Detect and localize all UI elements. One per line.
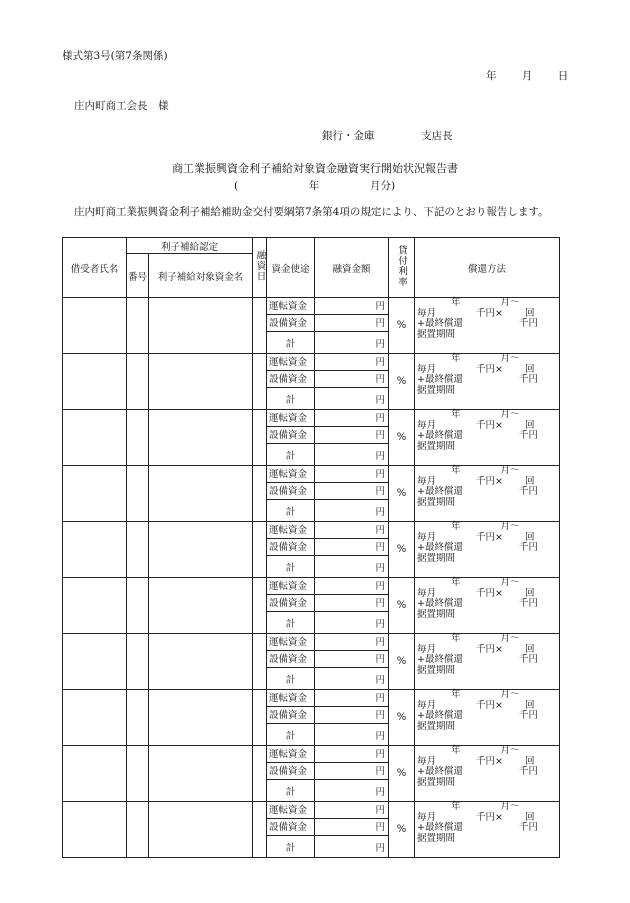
- repayment-final-thousand: 千円: [518, 486, 538, 497]
- repayment-year: 年: [451, 633, 461, 644]
- number-cell[interactable]: [127, 410, 149, 466]
- repayment-year: 年: [451, 297, 461, 308]
- amount-equipment-cell[interactable]: 円: [315, 707, 389, 724]
- repayment-thousand: 千円×: [476, 811, 503, 823]
- fund-name-cell[interactable]: [149, 522, 253, 578]
- borrower-cell[interactable]: [63, 522, 127, 578]
- repayment-month: 月～: [500, 745, 520, 756]
- repayment-year: 年: [451, 353, 461, 364]
- use-operating: 運転資金: [267, 690, 315, 707]
- repayment-cell[interactable]: [415, 578, 560, 634]
- repayment-line-4: [417, 778, 559, 789]
- rate-cell[interactable]: %: [389, 746, 415, 802]
- borrower-cell[interactable]: [63, 578, 127, 634]
- repayment-cell[interactable]: [415, 746, 560, 802]
- period-open: (: [234, 180, 239, 192]
- repayment-year: 年: [451, 745, 461, 756]
- repayment-times: 回: [524, 811, 535, 823]
- col-amount: 融資金額: [315, 238, 389, 298]
- repayment-line-4: [417, 386, 559, 397]
- amount-total-cell[interactable]: 円: [315, 836, 389, 858]
- repayment-year: 年: [451, 689, 461, 700]
- repayment-thousand: 千円×: [476, 475, 503, 487]
- period-line: [234, 178, 395, 193]
- col-loan-date: [253, 238, 267, 298]
- loan-date-cell[interactable]: [253, 298, 267, 354]
- amount-operating-cell[interactable]: 円: [315, 578, 389, 595]
- repayment-final: +最終償還: [417, 374, 463, 385]
- fund-name-cell[interactable]: [149, 410, 253, 466]
- repayment-final: +最終償還: [417, 766, 463, 777]
- repayment-final: +最終償還: [417, 710, 463, 721]
- amount-operating-cell[interactable]: 円: [315, 410, 389, 427]
- rate-cell[interactable]: %: [389, 690, 415, 746]
- rate-cell[interactable]: %: [389, 354, 415, 410]
- repayment-times: 回: [524, 587, 535, 599]
- fund-name-cell[interactable]: [149, 578, 253, 634]
- col-repayment: 償還方法: [415, 238, 560, 298]
- borrower-cell[interactable]: [63, 466, 127, 522]
- use-operating: 運転資金: [267, 746, 315, 763]
- repayment-year: 年: [451, 409, 461, 420]
- repayment-month: 月～: [500, 633, 520, 644]
- fund-name-cell[interactable]: [149, 802, 253, 858]
- repayment-year: 年: [451, 801, 461, 812]
- number-cell[interactable]: [127, 522, 149, 578]
- use-total: 計: [267, 388, 315, 410]
- repayment-thousand: 千円×: [476, 587, 503, 599]
- number-cell[interactable]: [127, 578, 149, 634]
- loan-date-cell[interactable]: [253, 578, 267, 634]
- table-row: [63, 298, 560, 315]
- repayment-line-4: [417, 722, 559, 733]
- use-total: 計: [267, 612, 315, 634]
- use-total: 計: [267, 724, 315, 746]
- repayment-cell[interactable]: [415, 802, 560, 858]
- addressee: 庄内町商工会長 様: [74, 100, 169, 112]
- rate-cell[interactable]: %: [389, 634, 415, 690]
- col-loan-date-label: 融資日: [254, 250, 266, 282]
- amount-equipment-cell[interactable]: 円: [315, 483, 389, 500]
- col-borrower: 借受者氏名: [63, 238, 127, 298]
- table-row: [63, 634, 560, 651]
- use-equipment: 設備資金: [267, 763, 315, 780]
- report-table: [62, 237, 560, 858]
- repayment-monthly: 毎月: [417, 419, 437, 431]
- use-equipment: 設備資金: [267, 707, 315, 724]
- repayment-thousand: 千円×: [476, 419, 503, 431]
- table-row: [63, 354, 560, 371]
- repayment-final-thousand: 千円: [518, 766, 538, 777]
- repayment-times: 回: [524, 643, 535, 655]
- borrower-cell[interactable]: [63, 298, 127, 354]
- form-number: 様式第3号(第7条関係): [62, 50, 168, 62]
- repayment-final-thousand: 千円: [518, 374, 538, 385]
- amount-total-cell[interactable]: 円: [315, 612, 389, 634]
- repayment-final: +最終償還: [417, 430, 463, 441]
- col-rate-label: 貸付利率: [396, 245, 407, 287]
- repayment-grace: 据置期間: [417, 664, 456, 676]
- repayment-grace: 据置期間: [417, 440, 456, 452]
- repayment-final-thousand: 千円: [518, 822, 538, 833]
- amount-total-cell[interactable]: 円: [315, 500, 389, 522]
- period-month: 月分): [369, 180, 396, 192]
- use-total: 計: [267, 556, 315, 578]
- repayment-monthly: 毎月: [417, 475, 437, 487]
- repayment-grace: 据置期間: [417, 384, 456, 396]
- number-cell[interactable]: [127, 298, 149, 354]
- number-cell[interactable]: [127, 746, 149, 802]
- amount-equipment-cell[interactable]: 円: [315, 595, 389, 612]
- date-line: [486, 68, 568, 83]
- fund-name-cell[interactable]: [149, 634, 253, 690]
- loan-date-cell[interactable]: [253, 354, 267, 410]
- bank-label: 銀行・金庫: [322, 130, 375, 142]
- col-subsidy-group: 利子補給認定: [127, 238, 253, 254]
- repayment-monthly: 毎月: [417, 643, 437, 655]
- amount-equipment-cell[interactable]: 円: [315, 539, 389, 556]
- table-row: [63, 522, 560, 539]
- amount-operating-cell[interactable]: 円: [315, 354, 389, 371]
- repayment-line-4: [417, 330, 559, 341]
- body-text: 庄内町商工業振興資金利子補給補助金交付要綱第7条第4項の規定により、下記のとおり報告します。: [74, 206, 549, 218]
- amount-operating-cell[interactable]: 円: [315, 802, 389, 819]
- fund-name-cell[interactable]: [149, 354, 253, 410]
- table-row: [63, 466, 560, 483]
- repayment-thousand: 千円×: [476, 363, 503, 375]
- amount-operating-cell[interactable]: 円: [315, 746, 389, 763]
- repayment-thousand: 千円×: [476, 643, 503, 655]
- repayment-thousand: 千円×: [476, 531, 503, 543]
- fund-name-cell[interactable]: [149, 690, 253, 746]
- fund-name-cell[interactable]: [149, 746, 253, 802]
- repayment-grace: 据置期間: [417, 720, 456, 732]
- use-operating: 運転資金: [267, 578, 315, 595]
- repayment-times: 回: [524, 755, 535, 767]
- use-operating: 運転資金: [267, 634, 315, 651]
- table-row: [63, 802, 560, 819]
- use-equipment: 設備資金: [267, 819, 315, 836]
- use-operating: 運転資金: [267, 802, 315, 819]
- period-year: 年: [308, 180, 320, 192]
- borrower-cell[interactable]: [63, 634, 127, 690]
- repayment-month: 月～: [500, 689, 520, 700]
- table-row: [63, 578, 560, 595]
- amount-equipment-cell[interactable]: 円: [315, 819, 389, 836]
- number-cell[interactable]: [127, 466, 149, 522]
- repayment-final: +最終償還: [417, 654, 463, 665]
- repayment-cell[interactable]: [415, 298, 560, 354]
- repayment-monthly: 毎月: [417, 531, 437, 543]
- use-operating: 運転資金: [267, 410, 315, 427]
- loan-date-cell[interactable]: [253, 746, 267, 802]
- use-equipment: 設備資金: [267, 483, 315, 500]
- repayment-line-4: [417, 834, 559, 845]
- date-year: 年: [486, 70, 497, 82]
- amount-equipment-cell[interactable]: 円: [315, 371, 389, 388]
- borrower-cell[interactable]: [63, 690, 127, 746]
- repayment-line-4: [417, 442, 559, 453]
- repayment-final: +最終償還: [417, 822, 463, 833]
- repayment-final-thousand: 千円: [518, 598, 538, 609]
- repayment-times: 回: [524, 307, 535, 319]
- amount-total-cell[interactable]: 円: [315, 444, 389, 466]
- use-equipment: 設備資金: [267, 539, 315, 556]
- amount-equipment-cell[interactable]: 円: [315, 763, 389, 780]
- amount-operating-cell[interactable]: 円: [315, 690, 389, 707]
- amount-total-cell[interactable]: 円: [315, 388, 389, 410]
- repayment-line-4: [417, 554, 559, 565]
- amount-operating-cell[interactable]: 円: [315, 522, 389, 539]
- date-month: 月: [521, 70, 533, 82]
- repayment-thousand: 千円×: [476, 699, 503, 711]
- use-total: 計: [267, 668, 315, 690]
- loan-date-cell[interactable]: [253, 410, 267, 466]
- repayment-final-thousand: 千円: [518, 710, 538, 721]
- repayment-times: 回: [524, 363, 535, 375]
- repayment-cell[interactable]: [415, 522, 560, 578]
- fund-name-cell[interactable]: [149, 466, 253, 522]
- use-operating: 運転資金: [267, 466, 315, 483]
- document-title: 商工業振興資金利子補給対象資金融資実行開始状況報告書: [172, 162, 458, 175]
- rate-cell[interactable]: %: [389, 466, 415, 522]
- use-equipment: 設備資金: [267, 595, 315, 612]
- repayment-year: 年: [451, 521, 461, 532]
- repayment-times: 回: [524, 699, 535, 711]
- use-total: 計: [267, 444, 315, 466]
- repayment-cell[interactable]: [415, 410, 560, 466]
- use-operating: 運転資金: [267, 522, 315, 539]
- use-equipment: 設備資金: [267, 315, 315, 332]
- branch-label: 支店長: [421, 130, 453, 142]
- amount-equipment-cell[interactable]: 円: [315, 427, 389, 444]
- repayment-final: +最終償還: [417, 542, 463, 553]
- use-operating: 運転資金: [267, 354, 315, 371]
- repayment-final: +最終償還: [417, 318, 463, 329]
- repayment-grace: 据置期間: [417, 552, 456, 564]
- col-fund-name: 利子補給対象資金名: [149, 254, 253, 298]
- loan-date-cell[interactable]: [253, 634, 267, 690]
- repayment-grace: 据置期間: [417, 832, 456, 844]
- repayment-monthly: 毎月: [417, 307, 437, 319]
- repayment-cell[interactable]: [415, 634, 560, 690]
- table-row: [63, 410, 560, 427]
- amount-total-cell[interactable]: 円: [315, 668, 389, 690]
- repayment-year: 年: [451, 577, 461, 588]
- amount-equipment-cell[interactable]: 円: [315, 315, 389, 332]
- number-cell[interactable]: [127, 634, 149, 690]
- borrower-cell[interactable]: [63, 746, 127, 802]
- repayment-month: 月～: [500, 801, 520, 812]
- col-number: 番号: [127, 254, 149, 298]
- amount-total-cell[interactable]: 円: [315, 332, 389, 354]
- repayment-times: 回: [524, 475, 535, 487]
- number-cell[interactable]: [127, 802, 149, 858]
- repayment-grace: 据置期間: [417, 776, 456, 788]
- repayment-grace: 据置期間: [417, 608, 456, 620]
- use-total: 計: [267, 500, 315, 522]
- rate-cell[interactable]: %: [389, 578, 415, 634]
- amount-total-cell[interactable]: 円: [315, 780, 389, 802]
- table-row: [63, 746, 560, 763]
- repayment-times: 回: [524, 531, 535, 543]
- repayment-monthly: 毎月: [417, 587, 437, 599]
- borrower-cell[interactable]: [63, 410, 127, 466]
- use-equipment: 設備資金: [267, 371, 315, 388]
- date-day: 日: [557, 70, 569, 82]
- repayment-cell[interactable]: [415, 690, 560, 746]
- repayment-month: 月～: [500, 465, 520, 476]
- borrower-cell[interactable]: [63, 354, 127, 410]
- repayment-line-4: [417, 498, 559, 509]
- repayment-final-thousand: 千円: [518, 318, 538, 329]
- repayment-monthly: 毎月: [417, 699, 437, 711]
- repayment-monthly: 毎月: [417, 755, 437, 767]
- repayment-month: 月～: [500, 521, 520, 532]
- repayment-line-4: [417, 610, 559, 621]
- rate-cell[interactable]: %: [389, 802, 415, 858]
- table-row: [63, 690, 560, 707]
- use-total: 計: [267, 332, 315, 354]
- repayment-line-4: [417, 666, 559, 677]
- use-total: 計: [267, 836, 315, 858]
- use-equipment: 設備資金: [267, 651, 315, 668]
- repayment-final-thousand: 千円: [518, 654, 538, 665]
- borrower-cell[interactable]: [63, 802, 127, 858]
- amount-equipment-cell[interactable]: 円: [315, 651, 389, 668]
- use-total: 計: [267, 780, 315, 802]
- amount-operating-cell[interactable]: 円: [315, 466, 389, 483]
- repayment-month: 月～: [500, 297, 520, 308]
- repayment-month: 月～: [500, 577, 520, 588]
- repayment-year: 年: [451, 465, 461, 476]
- loan-date-cell[interactable]: [253, 802, 267, 858]
- repayment-thousand: 千円×: [476, 307, 503, 319]
- repayment-monthly: 毎月: [417, 811, 437, 823]
- number-cell[interactable]: [127, 690, 149, 746]
- repayment-grace: 据置期間: [417, 328, 456, 340]
- rate-cell[interactable]: %: [389, 522, 415, 578]
- loan-date-cell[interactable]: [253, 690, 267, 746]
- col-use: 資金使途: [267, 238, 315, 298]
- repayment-month: 月～: [500, 353, 520, 364]
- repayment-monthly: 毎月: [417, 363, 437, 375]
- col-rate: [389, 238, 415, 298]
- rate-cell[interactable]: %: [389, 298, 415, 354]
- repayment-final: +最終償還: [417, 598, 463, 609]
- repayment-month: 月～: [500, 409, 520, 420]
- repayment-cell[interactable]: [415, 354, 560, 410]
- loan-date-cell[interactable]: [253, 522, 267, 578]
- amount-operating-cell[interactable]: 円: [315, 634, 389, 651]
- loan-date-cell[interactable]: [253, 466, 267, 522]
- bank-line: [322, 128, 453, 143]
- amount-total-cell[interactable]: 円: [315, 556, 389, 578]
- repayment-final-thousand: 千円: [518, 542, 538, 553]
- repayment-final: +最終償還: [417, 486, 463, 497]
- use-equipment: 設備資金: [267, 427, 315, 444]
- amount-total-cell[interactable]: 円: [315, 724, 389, 746]
- use-operating: 運転資金: [267, 298, 315, 315]
- rate-cell[interactable]: %: [389, 410, 415, 466]
- repayment-final-thousand: 千円: [518, 430, 538, 441]
- repayment-grace: 据置期間: [417, 496, 456, 508]
- repayment-thousand: 千円×: [476, 755, 503, 767]
- repayment-cell[interactable]: [415, 466, 560, 522]
- repayment-times: 回: [524, 419, 535, 431]
- number-cell[interactable]: [127, 354, 149, 410]
- amount-operating-cell[interactable]: 円: [315, 298, 389, 315]
- fund-name-cell[interactable]: [149, 298, 253, 354]
